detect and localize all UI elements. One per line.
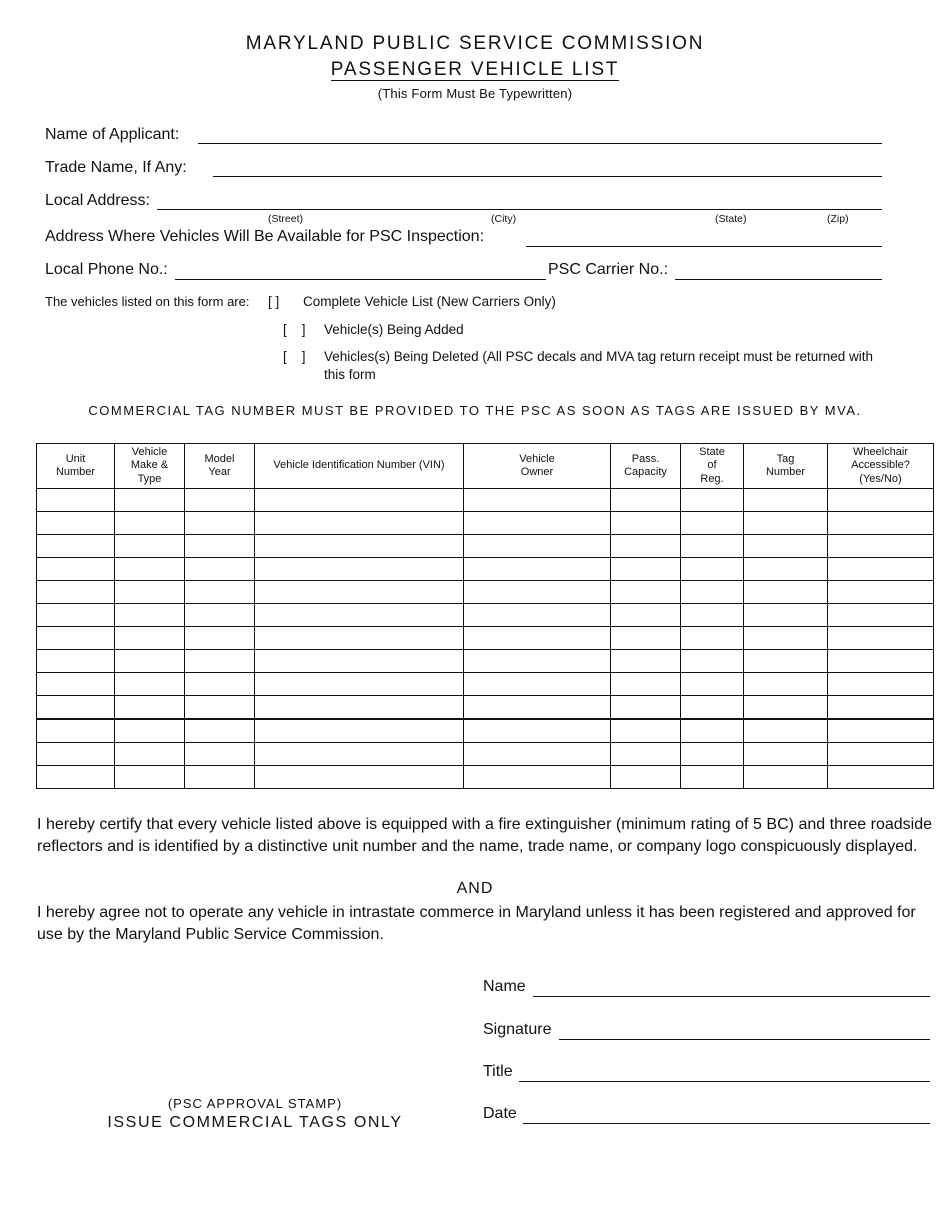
title-label: Title bbox=[483, 1063, 513, 1080]
table-cell[interactable] bbox=[464, 581, 611, 604]
table-cell[interactable] bbox=[37, 696, 115, 720]
certification-and: AND bbox=[456, 880, 494, 897]
table-cell[interactable] bbox=[185, 558, 255, 581]
table-cell[interactable] bbox=[611, 604, 681, 627]
state-caption: (State) bbox=[715, 213, 747, 225]
inspection-address-field[interactable] bbox=[526, 246, 882, 247]
table-cell[interactable] bbox=[681, 766, 744, 789]
table-cell[interactable] bbox=[464, 627, 611, 650]
table-cell[interactable] bbox=[464, 558, 611, 581]
table-cell[interactable] bbox=[115, 766, 185, 789]
table-cell[interactable] bbox=[828, 650, 934, 673]
table-cell[interactable] bbox=[37, 581, 115, 604]
col-vehicle-make-type: Vehicle Make & Type bbox=[115, 444, 185, 489]
signature-field[interactable] bbox=[559, 1039, 930, 1040]
vehicle-table bbox=[36, 443, 934, 789]
table-cell[interactable] bbox=[611, 696, 681, 720]
table-cell[interactable] bbox=[828, 535, 934, 558]
table-cell[interactable] bbox=[185, 512, 255, 535]
table-cell[interactable] bbox=[115, 558, 185, 581]
table-cell[interactable] bbox=[744, 766, 828, 789]
table-row bbox=[37, 489, 934, 512]
table-cell[interactable] bbox=[681, 489, 744, 512]
table-cell[interactable] bbox=[828, 696, 934, 720]
table-cell[interactable] bbox=[185, 743, 255, 766]
issue-commercial-tags-note: ISSUE COMMERCIAL TAGS ONLY bbox=[107, 1114, 403, 1131]
table-cell[interactable] bbox=[744, 489, 828, 512]
table-cell[interactable] bbox=[115, 581, 185, 604]
table-cell[interactable] bbox=[464, 696, 611, 720]
table-cell[interactable] bbox=[681, 650, 744, 673]
table-cell[interactable] bbox=[681, 558, 744, 581]
table-cell[interactable] bbox=[115, 673, 185, 696]
table-row bbox=[37, 650, 934, 673]
option-being-deleted-label-cont: this form bbox=[324, 367, 376, 382]
table-cell[interactable] bbox=[611, 766, 681, 789]
table-cell[interactable] bbox=[464, 719, 611, 743]
table-cell[interactable] bbox=[37, 766, 115, 789]
table-cell[interactable] bbox=[255, 535, 464, 558]
table-cell[interactable] bbox=[744, 581, 828, 604]
table-cell[interactable] bbox=[185, 489, 255, 512]
table-row bbox=[37, 673, 934, 696]
commercial-tag-notice: COMMERCIAL TAG NUMBER MUST BE PROVIDED TO THE PSC AS SOON AS TAGS ARE ISSUED BY MVA. bbox=[88, 403, 862, 418]
table-cell[interactable] bbox=[185, 719, 255, 743]
table-cell[interactable] bbox=[115, 719, 185, 743]
form-instruction: (This Form Must Be Typewritten) bbox=[377, 86, 573, 101]
table-cell[interactable] bbox=[115, 743, 185, 766]
table-cell[interactable] bbox=[828, 743, 934, 766]
table-cell[interactable] bbox=[464, 673, 611, 696]
table-cell[interactable] bbox=[185, 627, 255, 650]
table-cell[interactable] bbox=[37, 512, 115, 535]
form-title-text: PASSENGER VEHICLE LIST bbox=[330, 59, 620, 80]
col-wheelchair-accessible: Wheelchair Accessible? (Yes/No) bbox=[828, 444, 934, 489]
table-cell[interactable] bbox=[255, 743, 464, 766]
table-cell[interactable] bbox=[681, 581, 744, 604]
table-cell[interactable] bbox=[255, 604, 464, 627]
table-cell[interactable] bbox=[464, 766, 611, 789]
table-cell[interactable] bbox=[681, 719, 744, 743]
table-cell[interactable] bbox=[255, 696, 464, 720]
table-cell[interactable] bbox=[681, 673, 744, 696]
local-address-field[interactable] bbox=[157, 209, 882, 210]
zip-caption: (Zip) bbox=[827, 213, 849, 225]
local-phone-field[interactable] bbox=[175, 279, 546, 280]
table-cell[interactable] bbox=[185, 581, 255, 604]
table-cell[interactable] bbox=[255, 558, 464, 581]
table-cell[interactable] bbox=[681, 535, 744, 558]
table-cell[interactable] bbox=[744, 535, 828, 558]
col-vin: Vehicle Identification Number (VIN) bbox=[255, 444, 464, 489]
trade-name-field[interactable] bbox=[213, 176, 882, 177]
table-cell[interactable] bbox=[464, 650, 611, 673]
table-cell[interactable] bbox=[255, 673, 464, 696]
col-vehicle-owner: Vehicle Owner bbox=[464, 444, 611, 489]
table-cell[interactable] bbox=[611, 627, 681, 650]
table-cell[interactable] bbox=[37, 604, 115, 627]
city-caption: (City) bbox=[491, 213, 517, 225]
local-phone-label: Local Phone No.: bbox=[45, 261, 168, 278]
agency-title: MARYLAND PUBLIC SERVICE COMMISSION bbox=[245, 33, 705, 54]
title-field[interactable] bbox=[519, 1081, 930, 1082]
table-cell[interactable] bbox=[37, 558, 115, 581]
col-model-year: Model Year bbox=[185, 444, 255, 489]
table-cell[interactable] bbox=[255, 719, 464, 743]
checkbox-being-added[interactable]: [ ] bbox=[283, 322, 306, 337]
table-cell[interactable] bbox=[37, 489, 115, 512]
table-cell[interactable] bbox=[611, 558, 681, 581]
table-cell[interactable] bbox=[611, 512, 681, 535]
table-cell[interactable] bbox=[611, 535, 681, 558]
table-cell[interactable] bbox=[255, 512, 464, 535]
table-cell[interactable] bbox=[744, 673, 828, 696]
table-cell[interactable] bbox=[37, 743, 115, 766]
table-cell[interactable] bbox=[611, 743, 681, 766]
table-cell[interactable] bbox=[681, 696, 744, 720]
table-cell[interactable] bbox=[681, 604, 744, 627]
table-cell[interactable] bbox=[744, 696, 828, 720]
table-row bbox=[37, 743, 934, 766]
date-field[interactable] bbox=[523, 1123, 930, 1124]
table-cell[interactable] bbox=[464, 535, 611, 558]
form-title bbox=[0, 59, 950, 81]
carrier-no-field[interactable] bbox=[675, 279, 882, 280]
table-cell[interactable] bbox=[611, 719, 681, 743]
table-header-row bbox=[37, 444, 934, 489]
table-cell[interactable] bbox=[37, 627, 115, 650]
table-cell[interactable] bbox=[681, 627, 744, 650]
col-pass-capacity: Pass. Capacity bbox=[611, 444, 681, 489]
table-cell[interactable] bbox=[115, 650, 185, 673]
table-cell[interactable] bbox=[828, 604, 934, 627]
inspection-address-label: Address Where Vehicles Will Be Available for PSC Inspection: bbox=[45, 228, 485, 245]
table-cell[interactable] bbox=[185, 535, 255, 558]
table-cell[interactable] bbox=[744, 627, 828, 650]
table-cell[interactable] bbox=[115, 535, 185, 558]
table-cell[interactable] bbox=[744, 650, 828, 673]
table-cell[interactable] bbox=[115, 696, 185, 720]
option-being-deleted-label: Vehicles(s) Being Deleted (All PSC decals and MVA tag return receipt must be returned with bbox=[324, 349, 874, 364]
table-cell[interactable] bbox=[115, 512, 185, 535]
name-field[interactable] bbox=[533, 996, 930, 997]
table-cell[interactable] bbox=[185, 650, 255, 673]
table-cell[interactable] bbox=[744, 719, 828, 743]
table-cell[interactable] bbox=[681, 512, 744, 535]
table-cell[interactable] bbox=[37, 719, 115, 743]
table-cell[interactable] bbox=[744, 512, 828, 535]
table-cell[interactable] bbox=[185, 604, 255, 627]
table-cell[interactable] bbox=[681, 743, 744, 766]
certification-paragraph-2: I hereby agree not to operate any vehicle in intrastate commerce in Maryland unless it has been registered and approved for use by the Maryland Public Service Commission. bbox=[37, 904, 916, 943]
col-unit-number: Unit Number bbox=[37, 444, 115, 489]
table-cell[interactable] bbox=[255, 627, 464, 650]
table-cell[interactable] bbox=[115, 604, 185, 627]
table-cell[interactable] bbox=[611, 673, 681, 696]
trade-name-label: Trade Name, If Any: bbox=[45, 159, 187, 176]
table-cell[interactable] bbox=[828, 673, 934, 696]
table-cell[interactable] bbox=[828, 489, 934, 512]
table-cell[interactable] bbox=[828, 766, 934, 789]
applicant-name-field[interactable] bbox=[198, 143, 882, 144]
table-cell[interactable] bbox=[255, 489, 464, 512]
col-state-of-reg: State of Reg. bbox=[681, 444, 744, 489]
name-label: Name bbox=[483, 978, 526, 995]
table-cell[interactable] bbox=[37, 673, 115, 696]
table-cell[interactable] bbox=[185, 673, 255, 696]
table-cell[interactable] bbox=[744, 604, 828, 627]
table-cell[interactable] bbox=[185, 696, 255, 720]
table-row bbox=[37, 766, 934, 789]
table-cell[interactable] bbox=[828, 719, 934, 743]
table-row bbox=[37, 627, 934, 650]
table-cell[interactable] bbox=[115, 627, 185, 650]
date-label: Date bbox=[483, 1105, 517, 1122]
table-row bbox=[37, 604, 934, 627]
psc-approval-stamp-label: (PSC APPROVAL STAMP) bbox=[167, 1096, 343, 1111]
table-cell[interactable] bbox=[464, 512, 611, 535]
table-cell[interactable] bbox=[464, 489, 611, 512]
table-cell[interactable] bbox=[185, 766, 255, 789]
col-tag-number: Tag Number bbox=[744, 444, 828, 489]
option-complete-list-label: Complete Vehicle List (New Carriers Only) bbox=[303, 294, 556, 309]
street-caption: (Street) bbox=[268, 213, 304, 225]
table-cell[interactable] bbox=[828, 512, 934, 535]
table-row bbox=[37, 512, 934, 535]
table-cell[interactable] bbox=[37, 535, 115, 558]
table-row bbox=[37, 535, 934, 558]
table-cell[interactable] bbox=[828, 627, 934, 650]
table-cell[interactable] bbox=[37, 650, 115, 673]
table-cell[interactable] bbox=[744, 743, 828, 766]
table-row bbox=[37, 581, 934, 604]
table-cell[interactable] bbox=[255, 766, 464, 789]
certification-paragraph-1: I hereby certify that every vehicle listed above is equipped with a fire extinguisher (minimum rating of 5 BC) and three roadside reflectors and is identified by a distinctive unit number and the name, trade name, or company logo conspicuously displayed. bbox=[37, 816, 932, 855]
checkbox-being-deleted[interactable]: [ ] bbox=[283, 349, 306, 364]
table-row bbox=[37, 696, 934, 720]
table-cell[interactable] bbox=[828, 581, 934, 604]
table-cell[interactable] bbox=[464, 604, 611, 627]
table-cell[interactable] bbox=[828, 558, 934, 581]
signature-label: Signature bbox=[483, 1021, 552, 1038]
vehicle-status-intro: The vehicles listed on this form are: bbox=[45, 294, 250, 309]
table-cell[interactable] bbox=[255, 650, 464, 673]
table-row bbox=[37, 719, 934, 743]
table-cell[interactable] bbox=[744, 558, 828, 581]
table-cell[interactable] bbox=[115, 489, 185, 512]
checkbox-complete-list[interactable]: [ ] bbox=[268, 294, 280, 309]
table-cell[interactable] bbox=[255, 581, 464, 604]
table-row bbox=[37, 558, 934, 581]
applicant-name-label: Name of Applicant: bbox=[45, 126, 180, 143]
carrier-no-label: PSC Carrier No.: bbox=[548, 261, 669, 278]
option-being-added-label: Vehicle(s) Being Added bbox=[324, 322, 464, 337]
local-address-label: Local Address: bbox=[45, 192, 150, 209]
table-cell[interactable] bbox=[611, 650, 681, 673]
table-cell[interactable] bbox=[464, 743, 611, 766]
table-cell[interactable] bbox=[611, 581, 681, 604]
table-cell[interactable] bbox=[611, 489, 681, 512]
